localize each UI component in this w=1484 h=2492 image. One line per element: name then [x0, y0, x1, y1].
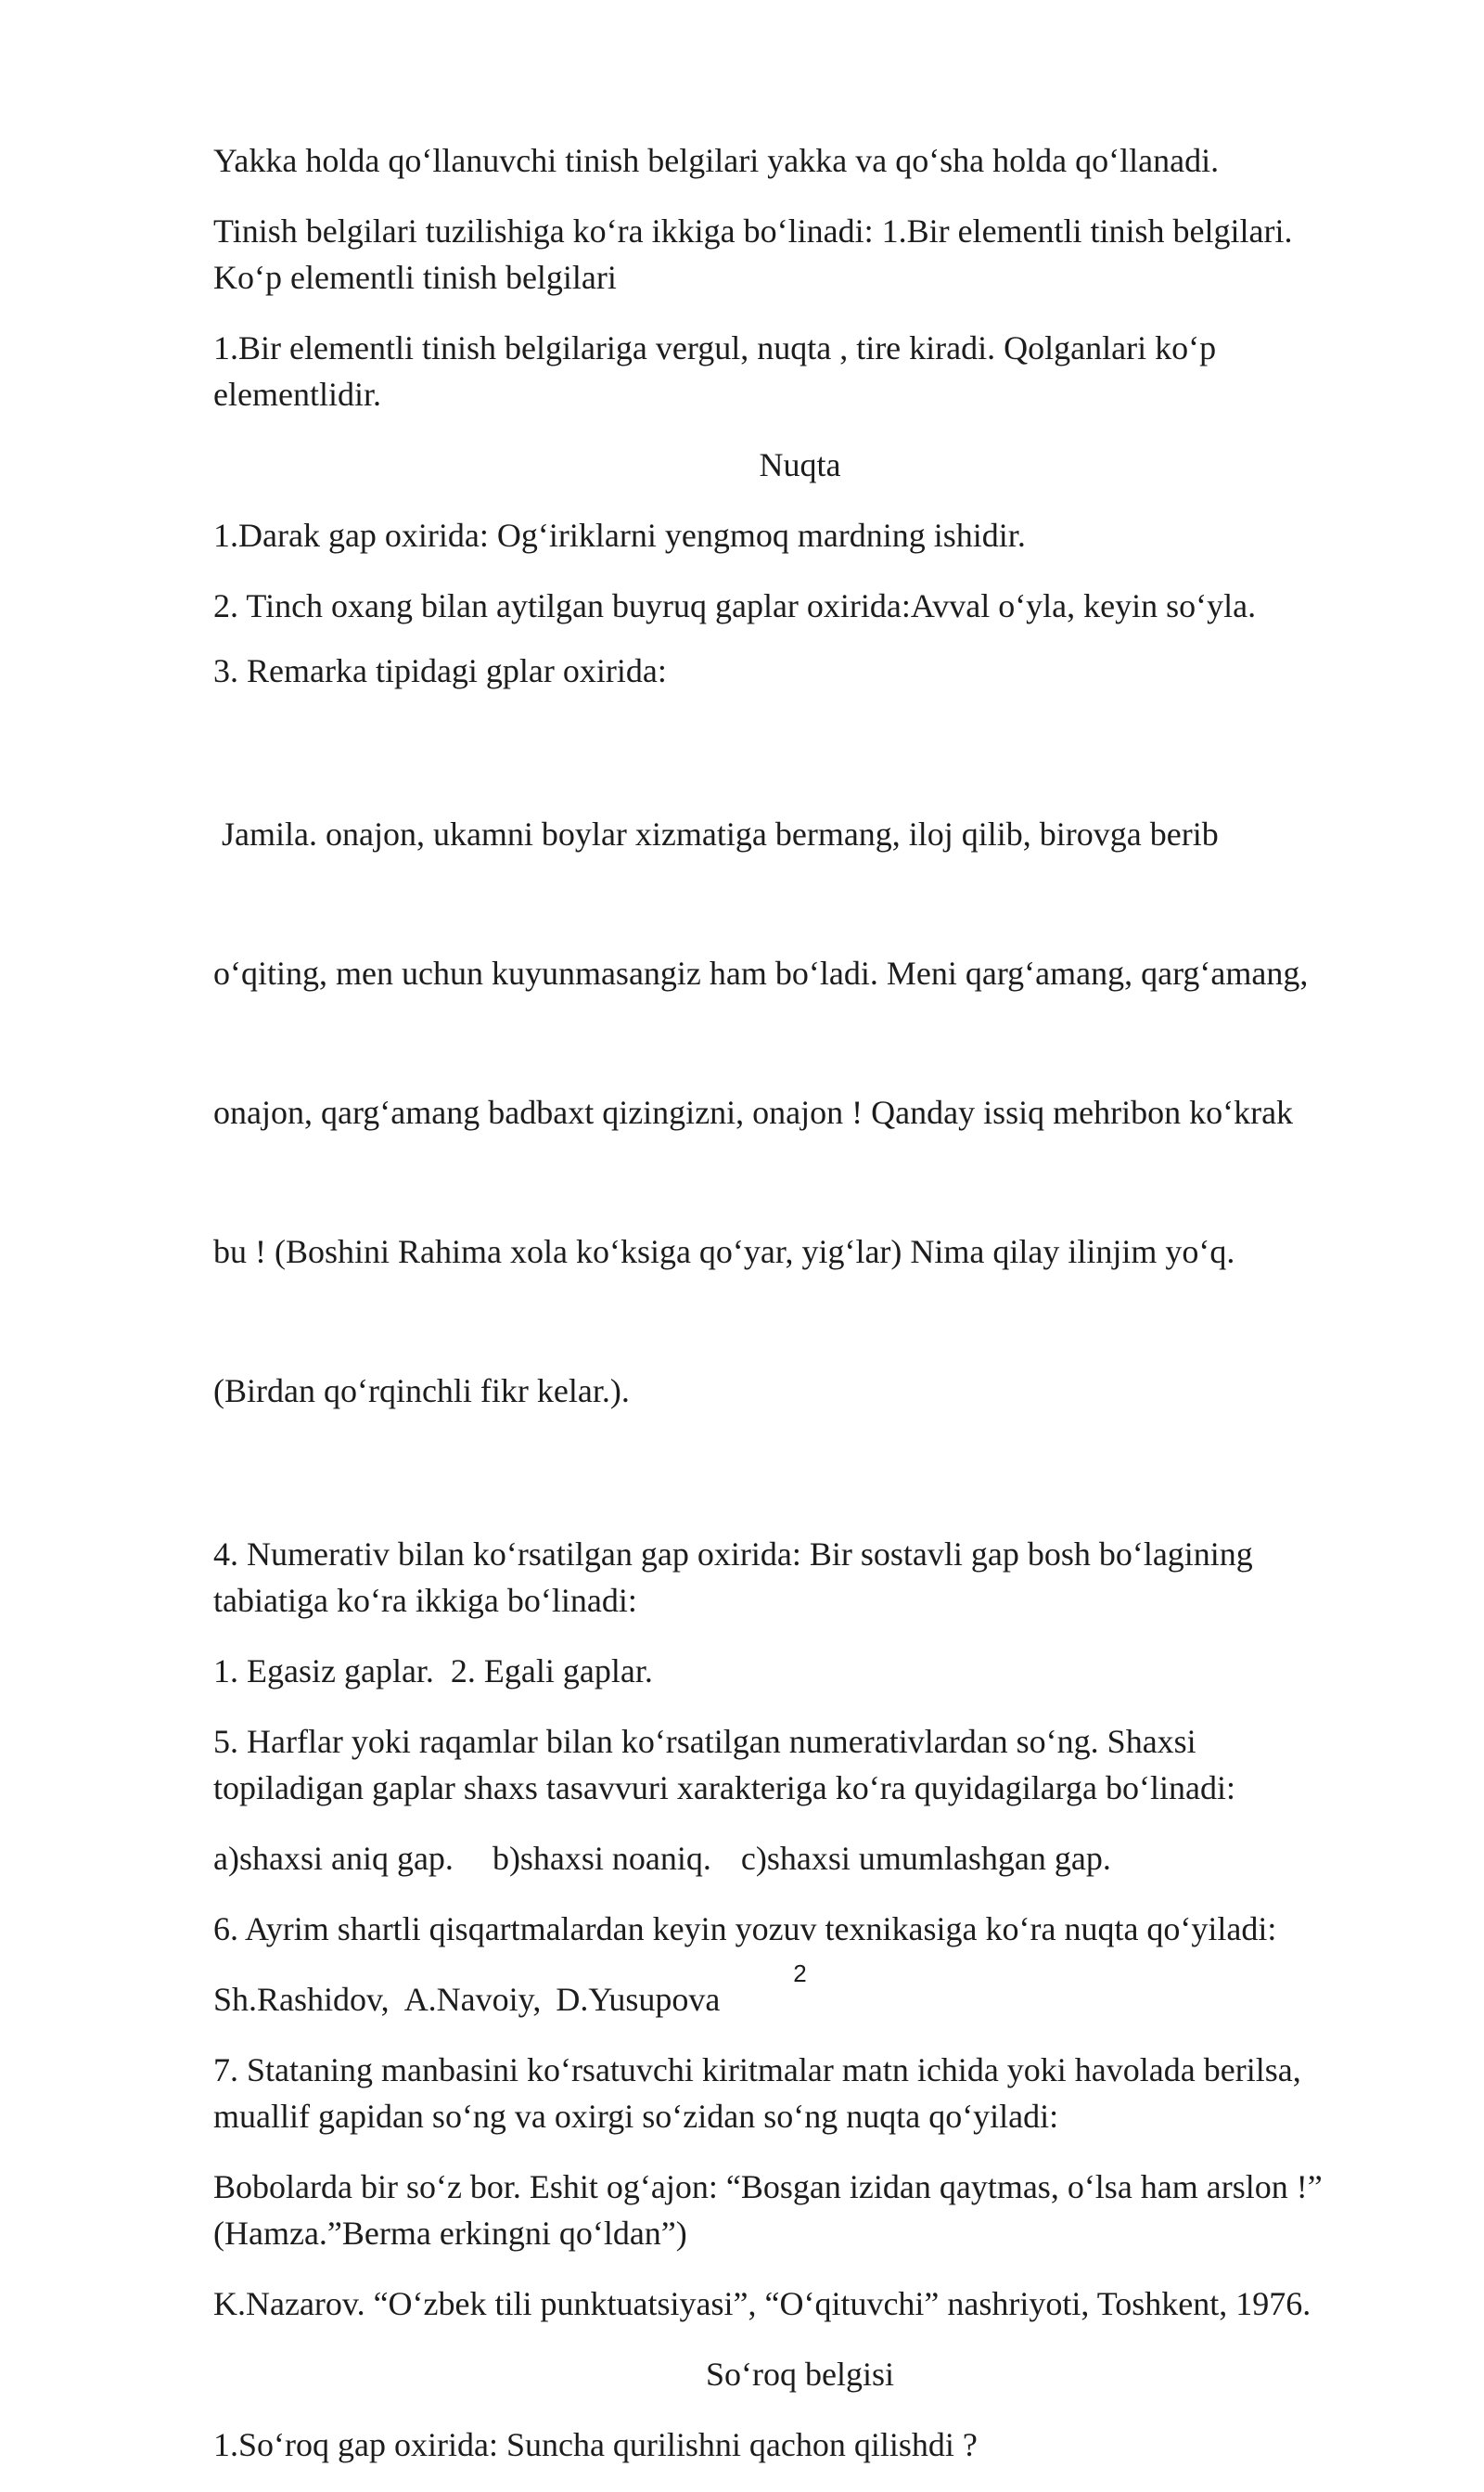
nuqta-item-2: 2. Tinch oxang bilan aytilgan buyruq gaplar oxirida:Avval o‘yla, keyin so‘yla. — [213, 587, 1257, 624]
egasiz-egali-line — [213, 1648, 1391, 1694]
nuqta-item-5: 5. Harflar yoki raqamlar bilan ko‘rsatilgan numerativlardan so‘ng. Shaxsi topiladigan gaplar shaxs tasavvuri xarakteriga ko‘ra quyidagilarga bo‘linadi: — [213, 1723, 1235, 1806]
heading-soroq-belgisi: So‘roq belgisi — [706, 2356, 894, 2393]
page-body — [213, 137, 1391, 2492]
page-number: 2 — [793, 1959, 807, 1987]
shaxsi-aniq: a)shaxsi aniq gap. — [213, 1840, 454, 1877]
name-yusupova: D.Yusupova — [556, 1981, 721, 2018]
paragraph-yakka: Yakka holda qo‘llanuvchi tinish belgilari yakka va qo‘sha holda qo‘llanadi. — [213, 142, 1220, 179]
remarka-example: Jamila. onajon, ukamni boylar xizmatiga bermang, iloj qilib, birovga berib o‘qiting, men uchun kuyunmasangiz ham bo‘ladi. Meni qarg‘amang, qarg‘amang, onajon, qarg‘amang badbaxt qizingizni, onajon ! Qanday issiq mehribon ko‘krak bu ! (Boshini Rahima xola ko‘ksiga qo‘yar, yig‘lar) Nima qilay ilinjim yo‘q. (Birdan qo‘rqinchli fikr kelar.). — [213, 816, 1309, 1409]
shaxsi-line — [213, 1835, 1391, 1882]
soroq-item-1: 1.So‘roq gap oxirida: Suncha qurilishni qachon qilishdi ? — [213, 2426, 978, 2463]
paragraph-bir-elementli: 1.Bir elementli tinish belgilariga vergul, nuqta , tire kiradi. Qolganlari ko‘p elementlidir. — [213, 329, 1217, 413]
nazarov-reference: K.Nazarov. “O‘zbek tili punktuatsiyasi”, “O‘qituvchi” nashriyoti, Toshkent, 1976. — [213, 2285, 1311, 2322]
egali-gaplar: 2. Egali gaplar. — [450, 1652, 653, 1689]
nuqta-item-4: 4. Numerativ bilan ko‘rsatilgan gap oxirida: Bir sostavli gap bosh bo‘lagining tabiatiga ko‘ra ikkiga bo‘linadi: — [213, 1535, 1253, 1619]
egasiz-gaplar: 1. Egasiz gaplar. — [213, 1652, 434, 1689]
nuqta-item-3: 3. Remarka tipidagi gplar oxirida: — [213, 652, 667, 689]
name-rashidov: Sh.Rashidov, — [213, 1981, 390, 2018]
heading-nuqta: Nuqta — [759, 446, 841, 483]
nuqta-item-6: 6. Ayrim shartli qisqartmalardan keyin yozuv texnikasiga ko‘ra nuqta qo‘yiladi: — [213, 1910, 1277, 1947]
nuqta-item-7: 7. Stataning manbasini ko‘rsatuvchi kiritmalar matn ichida yoki havolada berilsa, muallif gapidan so‘ng va oxirgi so‘zidan so‘ng nuqta qo‘yiladi: — [213, 2051, 1301, 2135]
paragraph-tuzilishiga: Tinish belgilari tuzilishiga ko‘ra ikkiga bo‘linadi: 1.Bir elementli tinish belgilari. Ko‘p elementli tinish belgilari — [213, 212, 1293, 296]
bobolarda-quote: Bobolarda bir so‘z bor. Eshit og‘ajon: “Bosgan izidan qaytmas, o‘lsa ham arslon !” (Hamza.”Berma erkingni qo‘ldan”) — [213, 2168, 1323, 2252]
nuqta-item-1: 1.Darak gap oxirida: Og‘iriklarni yengmoq mardning ishidir. — [213, 517, 1026, 554]
shaxsi-noaniq: b)shaxsi noaniq. — [492, 1840, 711, 1877]
shaxsi-umumlashgan: c)shaxsi umumlashgan gap. — [740, 1840, 1111, 1877]
name-navoiy: A.Navoiy, — [403, 1981, 542, 2018]
